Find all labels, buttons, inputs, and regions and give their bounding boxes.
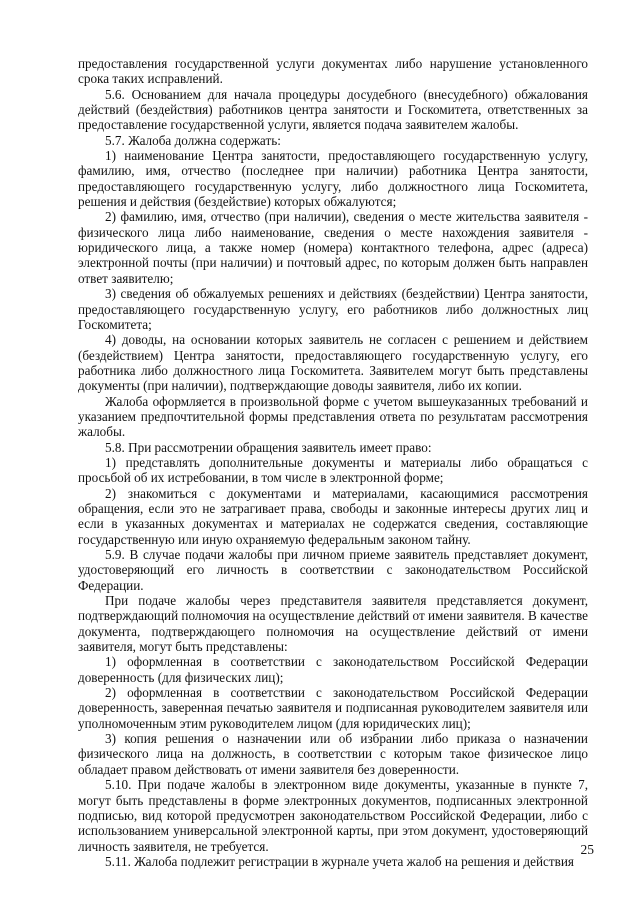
paragraph-5-8-item-2: 2) знакомиться с документами и материалами, касающимися рассмотрения обращения, если это не затрагивает права, свободы и законные интересы других лиц и если в указанных документах и материалах не содержатся сведения, составляющие государственную или иную охраняемую федеральным законом тайну. xyxy=(78,485,588,547)
paragraph-representative-item-3: 3) копия решения о назначении или об избрании либо приказа о назначении физического лица на должность, в соответствии с которым такое физическое лицо обладает правом действовать от имени заявителя без доверенности. xyxy=(78,731,588,777)
paragraph-5-10: 5.10. При подаче жалобы в электронном виде документы, указанные в пункте 7, могут быть представлены в форме электронных документов, подписанных электронной подписью, вид которой предусмотрен законодательством Российской Федерации, либо с использованием универсальной электронной карты, при этом документ, удостоверяющий личность заявителя, не требуется. xyxy=(78,777,588,854)
paragraph-5-6: 5.6. Основанием для начала процедуры досудебного (внесудебного) обжалования действий (бездействия) работников центра занятости и Госкомитета, ответственных за предоставление государственной услуги, является подача заявителем жалобы. xyxy=(78,86,588,133)
paragraph-5-7-item-4: 4) доводы, на основании которых заявитель не согласен с решением и действием (бездействием) Центра занятости, предоставляющего государственную услугу, его работника либо должностного лица Госкомитета. Заявителем могут быть представлены документы (при наличии), подтверждающие доводы заявителя, либо их копии. xyxy=(78,332,588,394)
paragraph-5-8-item-1: 1) представлять дополнительные документы и материалы либо обращаться с просьбой об их истребовании, в том числе в электронной форме; xyxy=(78,454,588,486)
paragraph-5-7-item-3: 3) сведения об обжалуемых решениях и действиях (бездействии) Центра занятости, предоставляющего государственную услугу, его работников либо должностных лиц Госкомитета; xyxy=(78,286,588,332)
paragraph-representative-item-1: 1) оформленная в соответствии с законодательством Российской Федерации доверенность (для физических лиц); xyxy=(78,654,588,685)
paragraph-5-7-item-2: 2) фамилию, имя, отчество (при наличии), сведения о месте жительства заявителя - физического лица либо наименование, сведения о месте нахождения заявителя - юридического лица, а также номер (номера) контактного телефона, адрес (адреса) электронной почты (при наличии) и почтовый адрес, по которым должен быть направлен ответ заявителю; xyxy=(78,209,588,286)
paragraph-representative: При подаче жалобы через представителя заявителя представляется документ, подтверждающий полномочия на осуществление действий от имени заявителя. В качестве документа, подтверждающего полномочия на осуществление действий от имени заявителя, могут быть представлены: xyxy=(78,593,588,655)
paragraph-complaint-form: Жалоба оформляется в произвольной форме с учетом вышеуказанных требований и указанием предпочтительной формы представления ответа по результатам рассмотрения жалобы. xyxy=(78,393,588,440)
paragraph-representative-item-2: 2) оформленная в соответствии с законодательством Российской Федерации доверенность, заверенная печатью заявителя и подписанная руководителем заявителя или уполномоченным этим руководителем лицом (для юридических лиц); xyxy=(78,685,588,731)
paragraph-5-8: 5.8. При рассмотрении обращения заявитель имеет право: xyxy=(105,439,432,455)
document-body xyxy=(78,56,588,869)
paragraph-5-7-item-1: 1) наименование Центра занятости, предоставляющего государственную услугу, фамилию, имя, отчество (последнее при наличии) работника Центра занятости, предоставляющего государственную услугу, либо должностного лица Госкомитета, решения и действия (бездействие) которых обжалуются; xyxy=(78,148,588,210)
paragraph-continuation: предоставления государственной услуги документах либо нарушение установленного срока таких исправлений. xyxy=(78,56,588,87)
paragraph-5-9: 5.9. В случае подачи жалобы при личном приеме заявитель представляет документ, удостоверяющий его личность в соответствии с законодательством Российской Федерации. xyxy=(78,547,588,593)
page-number: 25 xyxy=(580,842,594,857)
paragraph-5-7: 5.7. Жалоба должна содержать: xyxy=(105,132,281,148)
paragraph-5-11: 5.11. Жалоба подлежит регистрации в журнале учета жалоб на решения и действия xyxy=(105,853,574,869)
